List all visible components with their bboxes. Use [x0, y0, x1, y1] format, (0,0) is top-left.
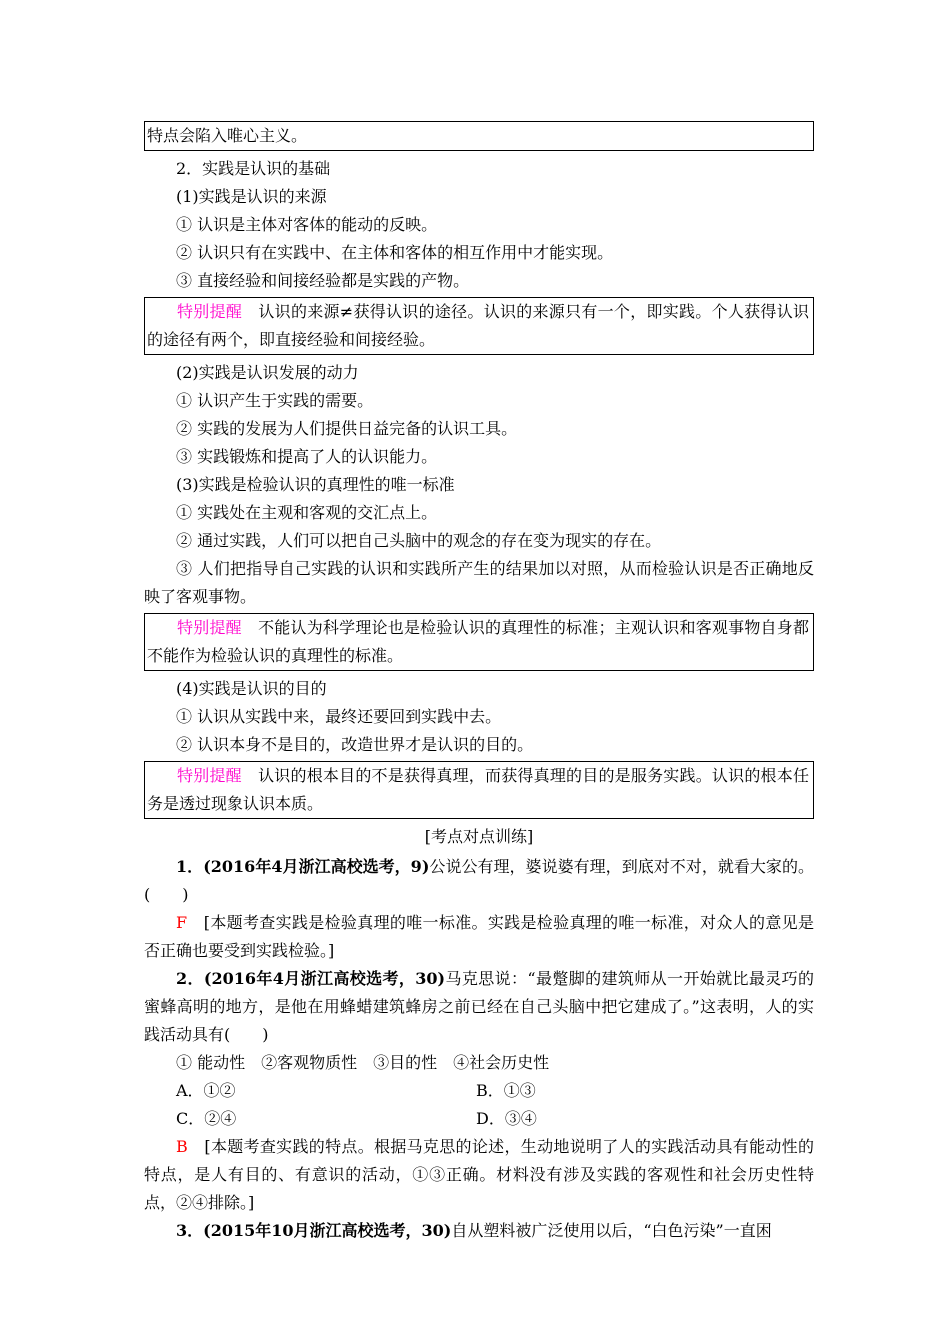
option-a: A．①②	[176, 1081, 236, 1100]
list-item: ③ 人们把指导自己实践的认识和实践所产生的结果加以对照，从而检验认识是否正确地反映了客观事物。	[144, 559, 814, 606]
answer-explanation: [本题考查实践的特点。根据马克思的论述，生动地说明了人的实践活动具有能动性的特点，是人有目的、有意识的活动，①③正确。材料没有涉及实践的客观性和社会历史性特点，②④排除。]	[144, 1137, 814, 1212]
question-2	[144, 965, 814, 1049]
answer-1	[144, 909, 814, 965]
question-number: 1．	[176, 857, 204, 876]
top-note-box	[144, 121, 814, 151]
list-item: ② 实践的发展为人们提供日益完备的认识工具。	[176, 419, 518, 438]
reminder-box-2	[144, 613, 814, 671]
question-source: (2016年4月浙江高校选考，9)	[203, 857, 430, 876]
reminder-text: 认识的来源≠获得认识的途径。认识的来源只有一个，即实践。个人获得认识的途径有两个，即直接经验和间接经验。	[147, 302, 809, 349]
document-content	[144, 121, 814, 1245]
answer-explanation: [本题考查实践是检验真理的唯一标准。实践是检验真理的唯一标准，对众人的意见是否正确也要受到实践检验。]	[144, 913, 814, 960]
section-2-3-title: (3)实践是检验认识的真理性的唯一标准	[176, 475, 455, 494]
list-item: ① 认识是主体对客体的能动的反映。	[176, 215, 438, 234]
question-source: (2016年4月浙江高校选考，30)	[203, 969, 446, 988]
list-item: ③ 实践锻炼和提高了人的认识能力。	[176, 447, 438, 466]
section-2-2-title: (2)实践是认识发展的动力	[176, 363, 359, 382]
answer-2	[144, 1133, 814, 1217]
question-1	[144, 853, 814, 909]
options-row	[144, 1105, 814, 1133]
list-item: ② 通过实践，人们可以把自己头脑中的观念的存在变为现实的存在。	[176, 531, 662, 550]
option-c: C．②④	[176, 1109, 237, 1128]
question-number: 3．	[176, 1221, 204, 1240]
list-item: ① 认识从实践中来，最终还要回到实践中去。	[176, 707, 502, 726]
question-2-statements: ① 能动性 ②客观物质性 ③目的性 ④社会历史性	[176, 1053, 550, 1072]
reminder-label: 特别提醒	[177, 302, 243, 321]
reminder-box-3	[144, 761, 814, 819]
reminder-text: 不能认为科学理论也是检验认识的真理性的标准；主观认识和客观事物自身都不能作为检验认识的真理性的标准。	[147, 618, 809, 665]
top-note-text: 特点会陷入唯心主义。	[147, 126, 308, 145]
question-text: 公说公有理，婆说婆有理，到底对不对，就看大家的。( )	[144, 857, 814, 904]
question-text: 马克思说：“最蹩脚的建筑师从一开始就比最灵巧的蜜蜂高明的地方，是他在用蜂蜡建筑蜂房之前已经在自己头脑中把它建成了。”这表明，人的实践活动具有( )	[144, 969, 814, 1044]
option-b: B．①③	[476, 1081, 536, 1100]
training-title: [考点对点训练]	[424, 827, 534, 846]
list-item: ① 认识产生于实践的需要。	[176, 391, 374, 410]
options-row	[144, 1077, 814, 1105]
list-item: ② 认识只有在实践中、在主体和客体的相互作用中才能实现。	[176, 243, 614, 262]
section-2-title: 2．实践是认识的基础	[176, 159, 331, 178]
option-d: D．③④	[476, 1109, 537, 1128]
list-item: ③ 直接经验和间接经验都是实践的产物。	[176, 271, 470, 290]
reminder-label: 特别提醒	[177, 766, 242, 785]
answer-letter: B	[176, 1137, 188, 1156]
reminder-box-1	[144, 297, 814, 355]
list-item: ② 认识本身不是目的，改造世界才是认识的目的。	[176, 735, 534, 754]
reminder-label: 特别提醒	[177, 618, 242, 637]
question-number: 2．	[176, 969, 204, 988]
question-3	[144, 1217, 814, 1245]
list-item: ① 实践处在主观和客观的交汇点上。	[176, 503, 438, 522]
question-source: (2015年10月浙江高校选考，30)	[203, 1221, 452, 1240]
section-2-1-title: (1)实践是认识的来源	[176, 187, 327, 206]
answer-letter: F	[176, 913, 188, 932]
question-text: 自从塑料被广泛使用以后，“白色污染”一直困	[451, 1221, 772, 1240]
reminder-text: 认识的根本目的不是获得真理，而获得真理的目的是服务实践。认识的根本任务是透过现象认识本质。	[147, 766, 809, 813]
section-2-4-title: (4)实践是认识的目的	[176, 679, 327, 698]
